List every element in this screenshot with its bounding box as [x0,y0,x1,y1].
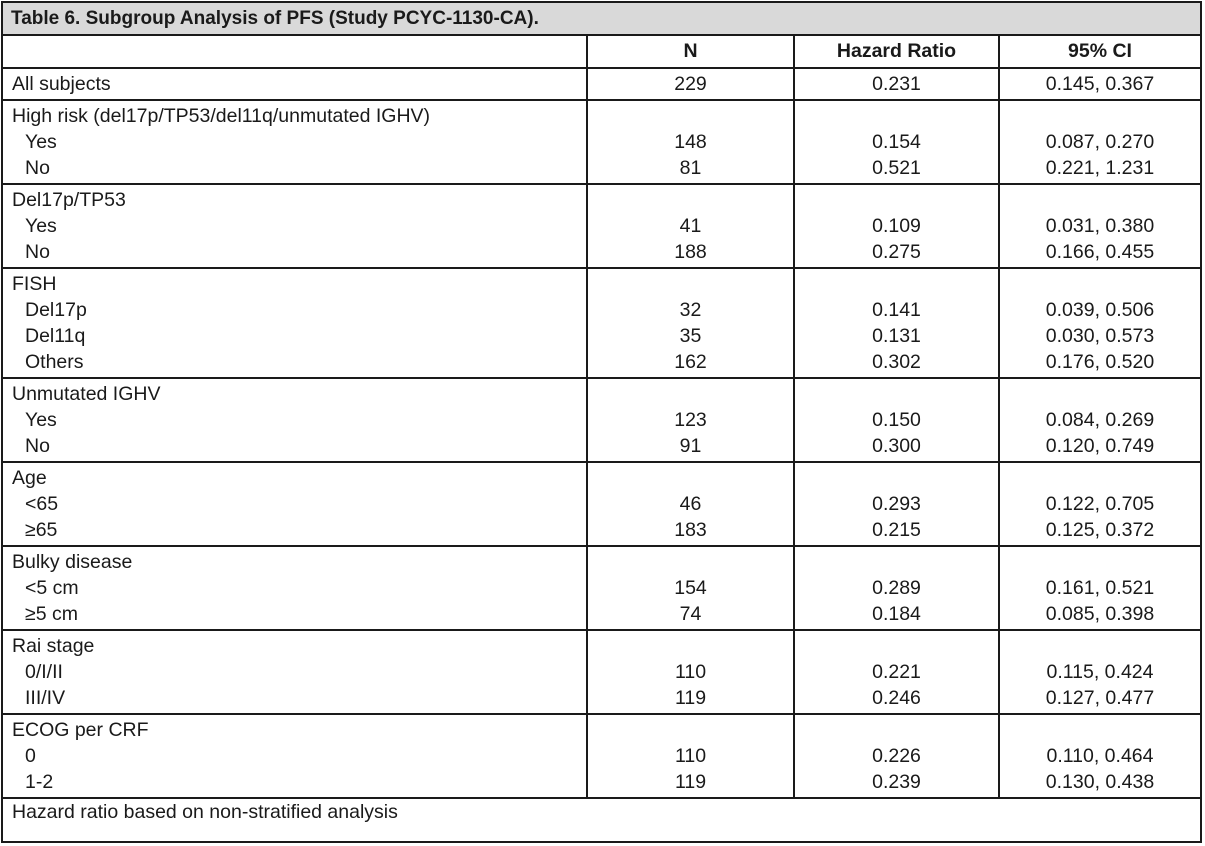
subgroup-n-value: 123 [674,409,707,431]
group-n-value: 229 [674,73,707,95]
subgroup-n-value: 35 [679,325,702,347]
row-label-cell [3,100,587,184]
row-n-cell [587,68,794,100]
header-row [3,36,1200,68]
row-hr-cell [794,184,999,268]
row-n-cell [587,546,794,630]
subgroup-n-value: 162 [674,351,707,373]
group-n-value [588,549,793,575]
group-ci-value [1000,633,1200,659]
footer-row [3,798,1200,827]
header-hazard-ratio: Hazard Ratio [794,36,999,68]
group-n-value [588,381,793,407]
subgroup-label: ≥65 [25,519,58,541]
subgroup-hr-value: 0.239 [872,771,921,793]
subgroup-n-value: 119 [674,771,707,793]
group-title: Del17p/TP53 [12,189,126,211]
group-n-value [588,103,793,129]
row-ci-cell [999,68,1200,100]
row-label-cell [3,184,587,268]
row-n-cell [587,714,794,798]
subgroup-hr-value: 0.109 [872,215,921,237]
table-row [3,546,1200,630]
subgroup-hr-value: 0.154 [872,131,921,153]
group-ci-value [1000,549,1200,575]
subgroup-label: Yes [25,131,57,153]
row-n-cell [587,184,794,268]
subgroup-label: 1-2 [25,771,54,793]
row-hr-cell [794,714,999,798]
subgroup-hr-value: 0.246 [872,687,921,709]
subgroup-hr-value: 0.215 [872,519,921,541]
subgroup-hr-value: 0.150 [872,409,921,431]
group-hr-value [795,103,998,129]
subgroup-hr-value: 0.302 [872,351,921,373]
subgroup-ci-value: 0.166, 0.455 [1045,241,1155,263]
subgroup-n-value: 74 [679,603,702,625]
table-body [3,68,1200,798]
subgroup-hr-value: 0.521 [872,157,921,179]
group-ci-value [1000,271,1200,297]
table-row [3,68,1200,100]
group-title: Bulky disease [12,551,133,573]
row-hr-cell [794,68,999,100]
row-ci-cell [999,378,1200,462]
group-title: Rai stage [12,635,95,657]
header-n: N [587,36,794,68]
row-ci-cell [999,184,1200,268]
subgroup-ci-value: 0.130, 0.438 [1045,771,1155,793]
row-ci-cell [999,714,1200,798]
subgroup-ci-value: 0.087, 0.270 [1045,131,1155,153]
subgroup-label: <65 [25,493,59,515]
group-n-value [588,187,793,213]
subgroup-hr-value: 0.289 [872,577,921,599]
subgroup-n-value: 41 [679,215,702,237]
group-title: ECOG per CRF [12,719,149,741]
subgroup-label: No [25,435,50,457]
group-n-value [588,271,793,297]
group-title: All subjects [12,73,111,95]
subgroup-label: Yes [25,215,57,237]
subgroup-ci-value: 0.161, 0.521 [1045,577,1155,599]
subgroup-hr-value: 0.131 [872,325,921,347]
subgroup-ci-value: 0.039, 0.506 [1045,299,1155,321]
subgroup-n-value: 110 [674,661,707,683]
group-hr-value [795,187,998,213]
subgroup-ci-value: 0.176, 0.520 [1045,351,1155,373]
subgroup-hr-value: 0.221 [872,661,921,683]
subgroup-n-value: 148 [674,131,707,153]
row-label-cell [3,630,587,714]
row-n-cell [587,462,794,546]
subgroup-label: <5 cm [25,577,79,599]
group-n-value [588,633,793,659]
subgroup-ci-value: 0.085, 0.398 [1045,603,1155,625]
row-label-cell [3,714,587,798]
row-ci-cell [999,546,1200,630]
header-label [3,36,587,68]
subgroup-ci-value: 0.120, 0.749 [1045,435,1155,457]
subgroup-hr-value: 0.141 [872,299,921,321]
subgroup-n-value: 46 [679,493,702,515]
subgroup-ci-value: 0.110, 0.464 [1046,745,1154,767]
footnote: Hazard ratio based on non-stratified analysis [12,801,398,823]
table-row [3,714,1200,798]
table-row [3,378,1200,462]
subgroup-n-value: 154 [674,577,707,599]
subgroup-label: No [25,241,50,263]
group-title: Unmutated IGHV [12,383,161,405]
group-hr-value [795,717,998,743]
subgroup-n-value: 119 [674,687,707,709]
row-ci-cell [999,268,1200,378]
row-n-cell [587,378,794,462]
group-hr-value: 0.231 [872,73,921,95]
row-n-cell [587,100,794,184]
subgroup-label: 0 [25,745,36,767]
group-title: FISH [12,273,57,295]
row-hr-cell [794,630,999,714]
row-n-cell [587,630,794,714]
header-95-ci: 95% CI [999,36,1200,68]
subgroup-ci-value: 0.115, 0.424 [1046,661,1154,683]
row-hr-cell [794,268,999,378]
group-ci-value [1000,103,1200,129]
subgroup-label: ≥5 cm [25,603,78,625]
group-title: Age [12,467,47,489]
subgroup-label: III/IV [25,687,66,709]
table-row [3,100,1200,184]
subgroup-n-value: 32 [679,299,702,321]
subgroup-label: Del17p [25,299,87,321]
subgroup-ci-value: 0.030, 0.573 [1045,325,1155,347]
subgroup-table [3,36,1200,827]
table-row [3,630,1200,714]
row-label-cell [3,268,587,378]
row-ci-cell [999,462,1200,546]
group-title: High risk (del17p/TP53/del11q/unmutated IGHV) [12,105,431,127]
row-hr-cell [794,462,999,546]
group-ci-value: 0.145, 0.367 [1045,73,1155,95]
subgroup-hr-value: 0.226 [872,745,921,767]
subgroup-label: Del11q [25,325,86,347]
table-row [3,184,1200,268]
row-label-cell [3,378,587,462]
subgroup-n-value: 183 [674,519,707,541]
subgroup-n-value: 188 [674,241,707,263]
row-label-cell [3,546,587,630]
row-label-cell [3,462,587,546]
subgroup-table-frame [1,1,1202,843]
group-ci-value [1000,465,1200,491]
subgroup-hr-value: 0.300 [872,435,921,457]
subgroup-hr-value: 0.293 [872,493,921,515]
subgroup-label: Yes [25,409,57,431]
subgroup-ci-value: 0.122, 0.705 [1045,493,1155,515]
row-ci-cell [999,630,1200,714]
row-n-cell [587,268,794,378]
subgroup-n-value: 81 [679,157,702,179]
subgroup-ci-value: 0.125, 0.372 [1045,519,1155,541]
group-hr-value [795,381,998,407]
group-n-value [588,465,793,491]
subgroup-hr-value: 0.275 [872,241,921,263]
subgroup-ci-value: 0.127, 0.477 [1045,687,1155,709]
subgroup-label: 0/I/II [25,661,63,683]
row-label-cell [3,68,587,100]
group-hr-value [795,633,998,659]
subgroup-label: No [25,157,50,179]
table-title: Table 6. Subgroup Analysis of PFS (Study PCYC-1130-CA). [3,3,1200,36]
row-hr-cell [794,378,999,462]
group-hr-value [795,465,998,491]
subgroup-ci-value: 0.031, 0.380 [1045,215,1155,237]
group-ci-value [1000,717,1200,743]
subgroup-hr-value: 0.184 [872,603,921,625]
subgroup-ci-value: 0.084, 0.269 [1045,409,1155,431]
subgroup-n-value: 91 [679,435,702,457]
table-row [3,268,1200,378]
row-hr-cell [794,546,999,630]
subgroup-label: Others [25,351,84,373]
subgroup-ci-value: 0.221, 1.231 [1045,157,1155,179]
row-ci-cell [999,100,1200,184]
group-hr-value [795,271,998,297]
row-hr-cell [794,100,999,184]
group-hr-value [795,549,998,575]
group-ci-value [1000,381,1200,407]
subgroup-n-value: 110 [674,745,707,767]
group-ci-value [1000,187,1200,213]
table-row [3,462,1200,546]
group-n-value [588,717,793,743]
